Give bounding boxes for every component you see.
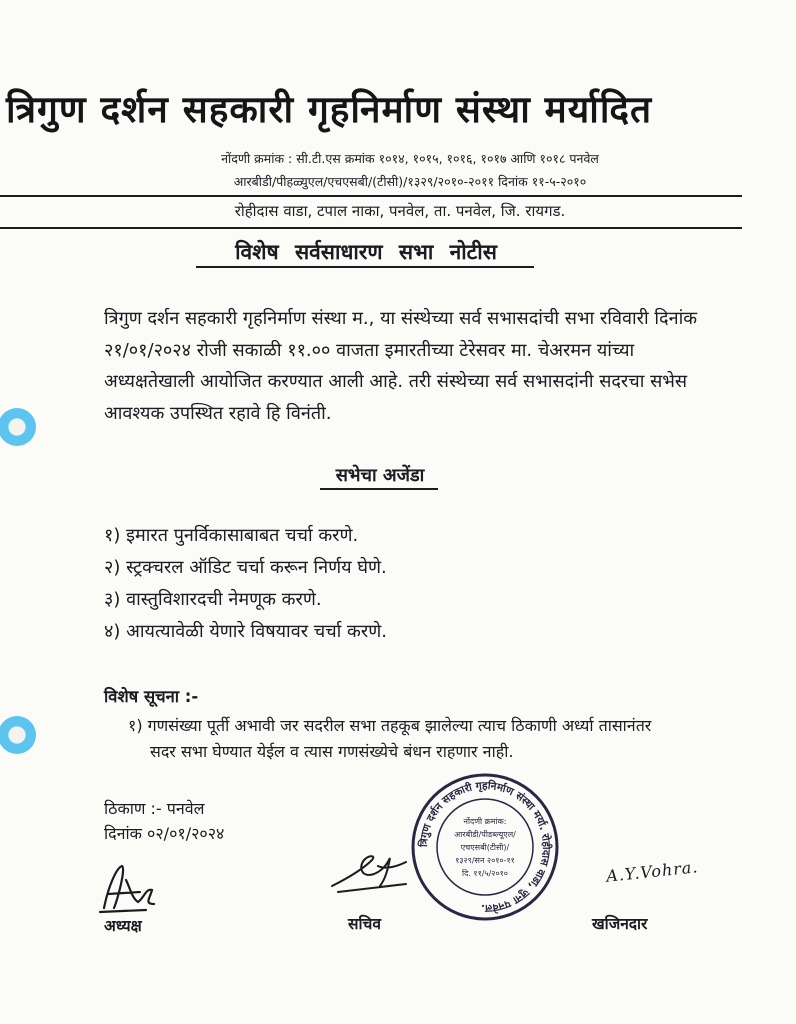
special-note-line-1: १) गणसंख्या पूर्ती अभावी जर सदरील सभा तहकूब झालेल्या त्याच ठिकाणी अर्ध्या तासानंतर	[128, 716, 652, 735]
treasurer-signature: A.Y.Vohra.	[605, 857, 700, 886]
special-note-title: विशेष सूचना :-	[104, 687, 199, 706]
notice-title: विशेष सर्वसाधारण सभा नोटीस	[235, 240, 497, 264]
stamp-center-line: दि. ११/५/२०१०	[462, 869, 508, 878]
header-divider-bottom	[0, 227, 742, 229]
agenda-title: सभेचा अजेंडा	[335, 465, 425, 486]
stamp-ring-text: त्रिगुण दर्शन सहकारी गृहनिर्माण संस्था मर्या. रोहीदास वाडा, जुना पनवेल.	[417, 779, 553, 915]
society-seal-stamp	[410, 772, 560, 922]
agenda-item: ३) वास्तुविशारदची नेमणूक करणे.	[104, 589, 322, 610]
secretary-signature	[328, 848, 410, 898]
secretary-label: सचिव	[348, 915, 381, 933]
registration-line-2: आरबीडी/पीहळ्युएल/एचएसबी/(टीसी)/१३२९/२०१०-२०११ दिनांक ११-५-२०१०	[233, 174, 587, 189]
agenda-item: १) इमारत पुनर्विकासाबाबत चर्चा करणे.	[104, 525, 359, 546]
stamp-center-line: नोंदणी क्रमांक:	[463, 817, 507, 826]
special-note-line-2: सदर सभा घेण्यात येईल व त्यास गणसंख्येचे बंधन राहणार नाही.	[150, 742, 514, 761]
agenda-item: २) स्ट्रक्चरल ऑडिट चर्चा करून निर्णय घेणे.	[104, 557, 387, 578]
notice-date: दिनांक ०२/०१/२०२४	[104, 824, 225, 843]
meeting-place: ठिकाण :- पनवेल	[104, 799, 205, 818]
treasurer-label: खजिनदार	[592, 915, 648, 933]
agenda-item: ४) आयत्यावेळी येणारे विषयावर चर्चा करणे.	[104, 621, 387, 642]
registration-line-1: नोंदणी क्रमांक : सी.टी.एस क्रमांक १०१४, १०१५, १०१६, १०१७ आणि १०१८ पनवेल	[221, 151, 599, 166]
notice-title-underline	[196, 266, 534, 268]
stamp-center-line: एचएसबी(टीसी)/	[460, 843, 510, 852]
stamp-center-line: १३२९/सन २०१०-११	[455, 856, 515, 865]
society-address: रोहीदास वाडा, टपाल नाका, पनवेल, ता. पनवेल, जि. रायगड.	[234, 202, 566, 220]
agenda-title-underline	[320, 488, 438, 490]
society-name: त्रिगुण दर्शन सहकारी गृहनिर्माण संस्था मर्यादित	[6, 88, 653, 131]
president-label: अध्यक्ष	[104, 917, 142, 935]
stamp-center-line: आरबीडी/पीडब्ल्यूएल/	[454, 830, 516, 839]
punch-hole-icon	[0, 408, 36, 446]
header-divider-top	[0, 195, 742, 197]
notice-body: त्रिगुण दर्शन सहकारी गृहनिर्माण संस्था म., या संस्थेच्या सर्व सभासदांची सभा रविवारी दिनांक २१/०१/२०२४ रोजी सकाळी ११.०० वाजता इमारतीच्या टेरेसवर मा. चेअरमन यांच्या अध्यक्षतेखाली आयोजित करण्यात आली आहे. तरी संस्थेच्या सर्व सभासदांनी सदरचा सभेस आवश्यक उपस्थित रहावे हि विनंती.	[104, 308, 698, 424]
punch-hole-icon	[0, 716, 36, 754]
agenda-list	[104, 520, 664, 648]
president-signature	[94, 858, 166, 918]
